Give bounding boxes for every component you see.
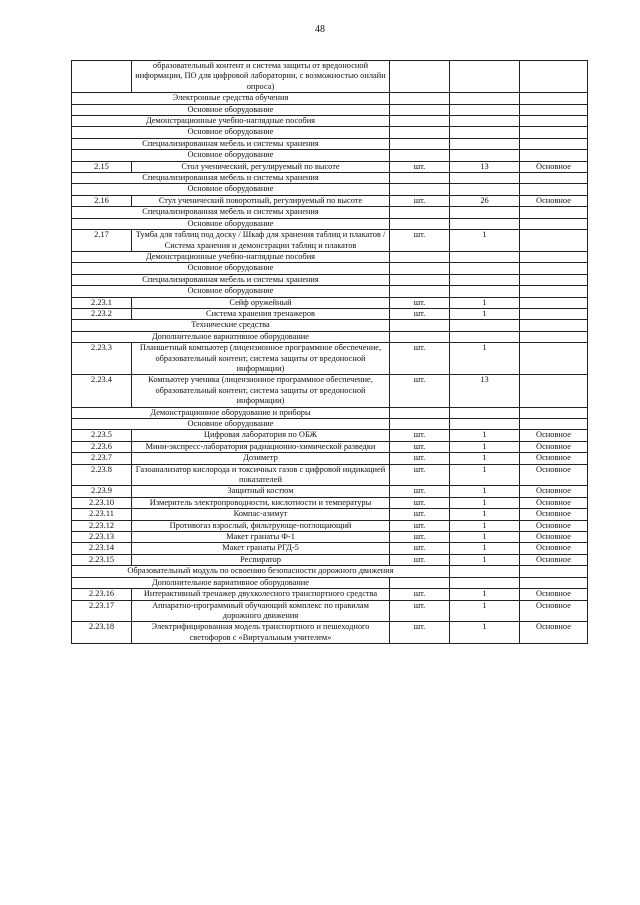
kind-cell: Основное [520,195,588,206]
quantity-cell [450,263,520,274]
kind-cell [520,218,588,229]
section-row [72,419,588,430]
quantity-cell: 1 [450,543,520,554]
section-title: Образовательный модуль по освоению безопасности дорожного движения [72,566,450,577]
item-number-cell: 2.23.12 [72,520,132,531]
section-title: Основное оборудование [72,150,390,161]
kind-cell: Основное [520,161,588,172]
unit-cell [390,331,450,342]
section-title: Основное оборудование [72,419,390,430]
quantity-cell [450,61,520,93]
unit-cell: шт. [390,622,450,644]
section-row [72,274,588,285]
kind-cell: Основное [520,622,588,644]
unit-cell [390,251,450,262]
kind-cell [520,230,588,252]
table-row [72,543,588,554]
kind-cell [520,577,588,588]
section-title: Демонстрационные учебно-наглядные пособия [72,251,390,262]
section-row [72,331,588,342]
item-number-cell: 2.23.9 [72,486,132,497]
item-name-cell: Макет гранаты РГД-5 [132,543,390,554]
table-row [72,554,588,565]
kind-cell [520,297,588,308]
quantity-cell [450,150,520,161]
item-name-cell: Электрифицированная модель транспортного и пешеходного светофоров с «Виртуальным учителем» [132,622,390,644]
quantity-cell: 1 [450,430,520,441]
section-row [72,251,588,262]
item-name-cell: Защитный костюм [132,486,390,497]
unit-cell: шт. [390,430,450,441]
table-row [72,430,588,441]
section-title: Основное оборудование [72,218,390,229]
table-row [72,520,588,531]
section-title: Основное оборудование [72,286,390,297]
kind-cell: Основное [520,554,588,565]
quantity-cell [450,331,520,342]
kind-cell [520,61,588,93]
quantity-cell [450,93,520,104]
section-row [72,127,588,138]
quantity-cell [450,286,520,297]
quantity-cell: 1 [450,600,520,622]
section-row [72,286,588,297]
quantity-cell: 1 [450,589,520,600]
table-row [72,532,588,543]
section-title: Специализированная мебель и системы хранения [72,274,390,285]
unit-cell: шт. [390,464,450,486]
kind-cell [520,419,588,430]
section-title: Основное оборудование [72,263,390,274]
section-row [72,407,588,418]
unit-cell: шт. [390,543,450,554]
quantity-cell [450,566,520,577]
unit-cell: шт. [390,441,450,452]
section-title: Специализированная мебель и системы хранения [72,207,390,218]
section-title: Демонстрационное оборудование и приборы [72,407,390,418]
unit-cell [390,150,450,161]
item-name-cell: Аппаратно-программный обучающий комплекс по правилам дорожного движения [132,600,390,622]
kind-cell: Основное [520,520,588,531]
kind-cell [520,150,588,161]
quantity-cell: 1 [450,520,520,531]
quantity-cell: 1 [450,554,520,565]
item-number-cell: 2.23.13 [72,532,132,543]
quantity-cell [450,320,520,331]
section-row [72,104,588,115]
unit-cell [390,173,450,184]
unit-cell: шт. [390,600,450,622]
quantity-cell [450,138,520,149]
kind-cell: Основное [520,589,588,600]
unit-cell: шт. [390,589,450,600]
kind-cell [520,375,588,407]
item-name-cell: Планшетный компьютер (лицензионное программное обеспечение, образовательный контент, система защиты от вредоносной информации) [132,343,390,375]
item-number-cell: 2.23.14 [72,543,132,554]
section-row [72,93,588,104]
kind-cell [520,286,588,297]
section-title: Электронные средства обучения [72,93,390,104]
kind-cell [520,566,588,577]
table-row [72,497,588,508]
section-title: Демонстрационные учебно-наглядные пособия [72,116,390,127]
unit-cell: шт. [390,308,450,319]
section-title: Дополнительное вариативное оборудование [72,331,390,342]
kind-cell: Основное [520,509,588,520]
section-title: Технические средства [72,320,390,331]
item-number-cell: 2.15 [72,161,132,172]
item-number-cell: 2.23.4 [72,375,132,407]
unit-cell [390,274,450,285]
kind-cell [520,207,588,218]
kind-cell: Основное [520,543,588,554]
page-number: 48 [315,24,325,35]
item-name-cell: Противогаз взрослый, фильтрующе-поглощающий [132,520,390,531]
unit-cell: шт. [390,509,450,520]
section-row [72,320,588,331]
quantity-cell: 1 [450,297,520,308]
item-name-cell: Интерактивный тренажер двухколесного транспортного средства [132,589,390,600]
unit-cell: шт. [390,453,450,464]
item-number-cell: 2.23.7 [72,453,132,464]
section-title: Основное оборудование [72,104,390,115]
unit-cell [390,577,450,588]
kind-cell [520,104,588,115]
quantity-cell [450,173,520,184]
quantity-cell [450,251,520,262]
section-title: Основное оборудование [72,184,390,195]
kind-cell: Основное [520,464,588,486]
kind-cell [520,320,588,331]
section-title: Основное оборудование [72,127,390,138]
item-name-cell: Мини-экспресс-лаборатория радиационно-химической разведки [132,441,390,452]
unit-cell [390,184,450,195]
item-number-cell: 2.23.6 [72,441,132,452]
section-title: Дополнительное вариативное оборудование [72,577,390,588]
table-row [72,589,588,600]
kind-cell [520,263,588,274]
item-name-cell: образовательный контент и система защиты от вредоносной информации, ПО для цифровой лаборатории, с возможностью онлайн опроса) [132,61,390,93]
table-row [72,486,588,497]
quantity-cell [450,127,520,138]
section-title: Специализированная мебель и системы хранения [72,138,390,149]
quantity-cell: 1 [450,308,520,319]
section-row [72,184,588,195]
kind-cell [520,308,588,319]
item-number-cell: 2.23.1 [72,297,132,308]
section-row [72,173,588,184]
unit-cell [390,218,450,229]
unit-cell [390,320,450,331]
section-row [72,218,588,229]
quantity-cell: 1 [450,464,520,486]
item-number-cell: 2.23.18 [72,622,132,644]
quantity-cell: 1 [450,509,520,520]
kind-cell: Основное [520,532,588,543]
unit-cell [390,127,450,138]
table-row [72,509,588,520]
unit-cell: шт. [390,532,450,543]
kind-cell [520,274,588,285]
unit-cell [390,419,450,430]
equipment-table [71,60,588,644]
kind-cell [520,251,588,262]
kind-cell [520,173,588,184]
kind-cell: Основное [520,430,588,441]
item-number-cell: 2.23.17 [72,600,132,622]
quantity-cell [450,184,520,195]
table-row [72,622,588,644]
section-row [72,566,588,577]
unit-cell: шт. [390,375,450,407]
kind-cell [520,127,588,138]
quantity-cell: 1 [450,230,520,252]
kind-cell: Основное [520,497,588,508]
section-row [72,207,588,218]
unit-cell: шт. [390,161,450,172]
quantity-cell [450,218,520,229]
item-number-cell: 2.23.11 [72,509,132,520]
quantity-cell: 13 [450,375,520,407]
unit-cell: шт. [390,520,450,531]
unit-cell [390,61,450,93]
kind-cell [520,138,588,149]
item-number-cell: 2.23.10 [72,497,132,508]
item-number-cell: 2.23.2 [72,308,132,319]
quantity-cell: 1 [450,532,520,543]
table-row [72,230,588,252]
quantity-cell [450,104,520,115]
section-row [72,116,588,127]
item-name-cell: Макет гранаты Ф-1 [132,532,390,543]
unit-cell: шт. [390,297,450,308]
item-number-cell: 2.17 [72,230,132,252]
kind-cell [520,93,588,104]
quantity-cell: 1 [450,622,520,644]
item-name-cell: Система хранения тренажеров [132,308,390,319]
unit-cell: шт. [390,486,450,497]
kind-cell [520,116,588,127]
kind-cell: Основное [520,441,588,452]
quantity-cell [450,274,520,285]
quantity-cell: 1 [450,497,520,508]
unit-cell: шт. [390,230,450,252]
item-number-cell: 2.23.3 [72,343,132,375]
equipment-table-body [72,61,588,644]
kind-cell [520,331,588,342]
item-name-cell: Компьютер ученика (лицензионное программное обеспечение, образовательный контент, система защиты от вредоносной информации) [132,375,390,407]
table-row [72,161,588,172]
unit-cell [390,116,450,127]
unit-cell [390,104,450,115]
quantity-cell: 1 [450,441,520,452]
kind-cell [520,407,588,418]
item-number-cell: 2.23.8 [72,464,132,486]
table-row [72,297,588,308]
item-name-cell: Респиратор [132,554,390,565]
table-row [72,343,588,375]
section-row [72,150,588,161]
item-number-cell: 2.16 [72,195,132,206]
unit-cell [390,286,450,297]
quantity-cell [450,407,520,418]
table-row [72,453,588,464]
quantity-cell: 1 [450,453,520,464]
item-name-cell: Тумба для таблиц под доску / Шкаф для хранения таблиц и плакатов / Система хранения и демонстрации таблиц и плакатов [132,230,390,252]
quantity-cell [450,419,520,430]
unit-cell [390,207,450,218]
quantity-cell: 13 [450,161,520,172]
quantity-cell [450,207,520,218]
quantity-cell: 26 [450,195,520,206]
table-row [72,464,588,486]
kind-cell [520,343,588,375]
section-title: Специализированная мебель и системы хранения [72,173,390,184]
item-name-cell: Стул ученический поворотный, регулируемый по высоте [132,195,390,206]
item-number-cell: 2.23.5 [72,430,132,441]
item-name-cell: Цифровая лаборатория по ОБЖ [132,430,390,441]
table-row [72,600,588,622]
quantity-cell: 1 [450,343,520,375]
item-name-cell: Стол ученический, регулируемый по высоте [132,161,390,172]
table-row [72,61,588,93]
kind-cell: Основное [520,600,588,622]
quantity-cell [450,577,520,588]
item-name-cell: Дозиметр [132,453,390,464]
item-number-cell [72,61,132,93]
unit-cell [390,138,450,149]
section-row [72,138,588,149]
unit-cell [390,407,450,418]
unit-cell [390,263,450,274]
section-row [72,577,588,588]
quantity-cell: 1 [450,486,520,497]
item-number-cell: 2.23.15 [72,554,132,565]
item-name-cell: Сейф оружейный [132,297,390,308]
table-row [72,308,588,319]
kind-cell: Основное [520,486,588,497]
section-row [72,263,588,274]
table-row [72,195,588,206]
kind-cell: Основное [520,453,588,464]
unit-cell: шт. [390,195,450,206]
item-name-cell: Компас-азимут [132,509,390,520]
unit-cell: шт. [390,497,450,508]
table-row [72,375,588,407]
item-name-cell: Измеритель электропроводности, кислотности и температуры [132,497,390,508]
quantity-cell [450,116,520,127]
kind-cell [520,184,588,195]
item-name-cell: Газоанализатор кислорода и токсичных газов с цифровой индикацией показателей [132,464,390,486]
item-number-cell: 2.23.16 [72,589,132,600]
unit-cell [390,93,450,104]
table-row [72,441,588,452]
unit-cell: шт. [390,554,450,565]
unit-cell: шт. [390,343,450,375]
